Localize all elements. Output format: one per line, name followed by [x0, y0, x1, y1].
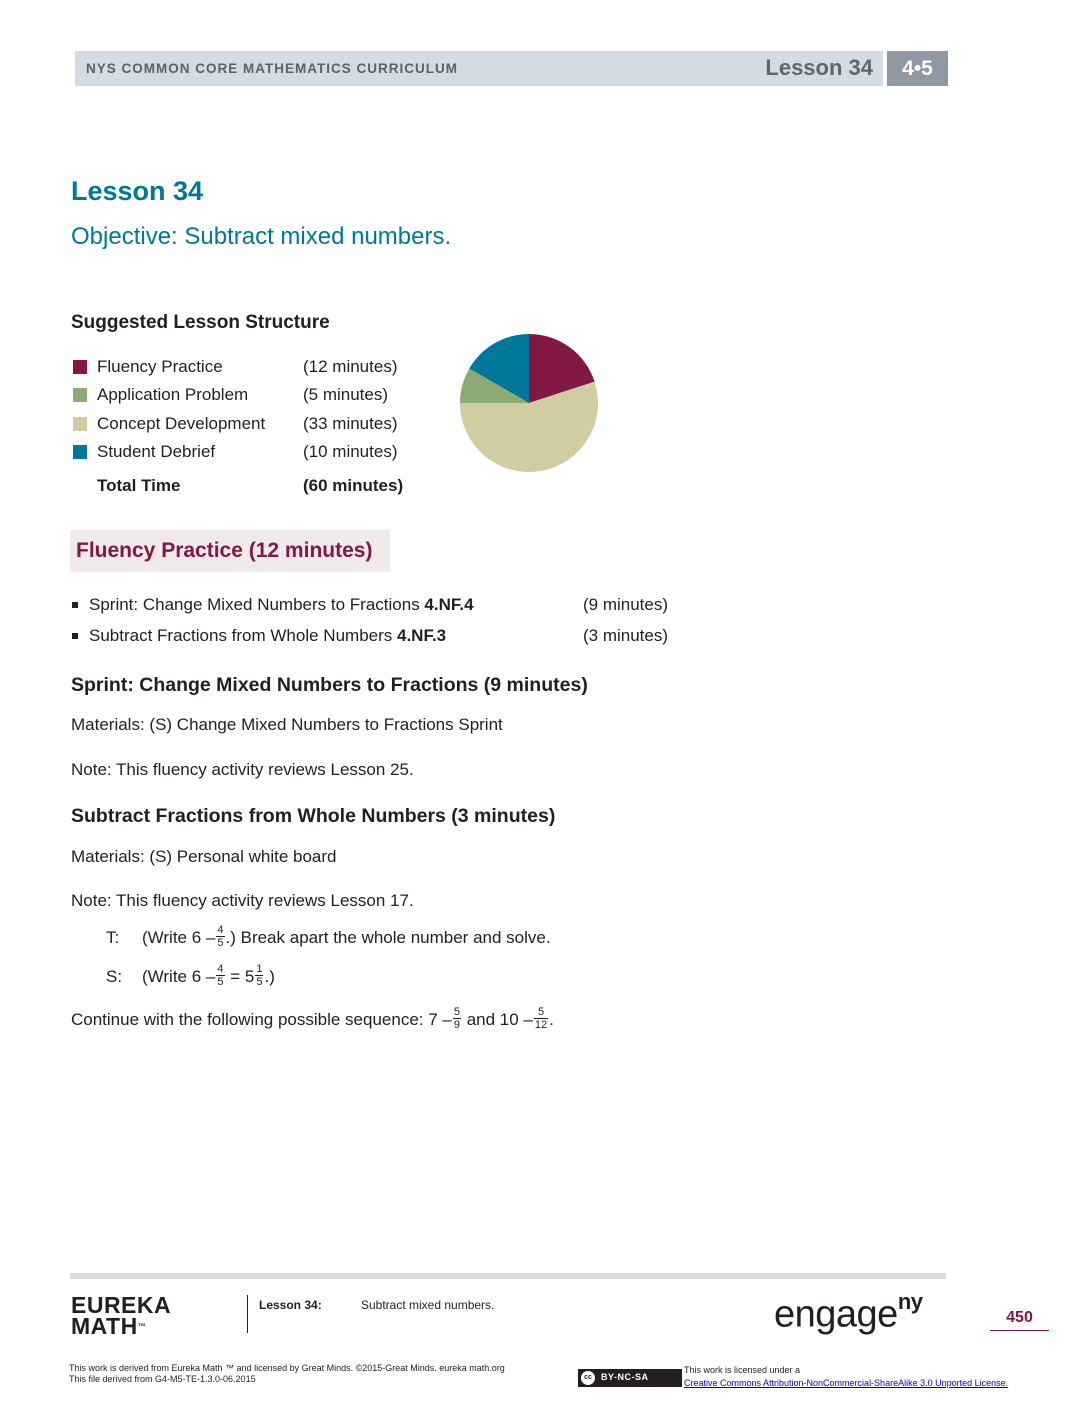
subtract-note: Note: This fluency activity reviews Lesson 17.	[71, 891, 414, 910]
cc-circle-icon: cc	[581, 1371, 595, 1385]
total-label: Total Time	[97, 476, 181, 495]
fraction	[216, 924, 224, 949]
structure-item-minutes: (12 minutes)	[303, 357, 398, 376]
subtract-materials: Materials: (S) Personal white board	[71, 847, 337, 866]
structure-item-label: Student Debrief	[97, 442, 216, 461]
denominator: 5	[217, 976, 224, 988]
denominator: 12	[534, 1019, 548, 1031]
structure-item-minutes: (33 minutes)	[303, 414, 398, 433]
legend-swatch	[73, 360, 87, 374]
continue-text: and 10 –	[461, 1009, 533, 1029]
license-notice: This work is licensed under a	[684, 1365, 801, 1375]
fluency-bullet-standard: 4.NF.3	[396, 626, 447, 645]
sprint-materials: Materials: (S) Change Mixed Numbers to Fractions Sprint	[71, 715, 503, 734]
eureka-math-logo	[71, 1292, 172, 1339]
student-text: (Write 6 –	[142, 966, 216, 986]
lesson-structure-pie-chart	[459, 333, 599, 473]
structure-item-minutes: (10 minutes)	[303, 442, 398, 461]
continue-text: .	[549, 1009, 554, 1029]
speaker-label: S:	[106, 966, 123, 986]
total-minutes: (60 minutes)	[303, 476, 404, 495]
fluency-bullet-text: Sprint: Change Mixed Numbers to Fractions	[89, 595, 425, 614]
fluency-bullet-text: Subtract Fractions from Whole Numbers	[89, 626, 397, 645]
logo-line-eureka: EUREKA	[71, 1292, 172, 1318]
engageny-logo	[774, 1289, 923, 1337]
page-number: 450	[1006, 1309, 1033, 1326]
structure-item-label: Application Problem	[97, 385, 249, 404]
legend-swatch	[73, 388, 87, 402]
bullet-icon	[72, 633, 78, 639]
numerator: 5	[453, 1006, 460, 1018]
license-link[interactable]: Creative Commons Attribution-NonCommercial-ShareAlike 3.0 Unported License.	[684, 1378, 1009, 1388]
fluency-heading: Fluency Practice (12 minutes)	[76, 539, 373, 562]
logo-line-math	[71, 1313, 171, 1339]
continue-text: Continue with the following possible sequence: 7 –	[71, 1009, 452, 1029]
fluency-bullet-minutes: (9 minutes)	[583, 595, 669, 614]
module-badge: 4•5	[887, 51, 948, 86]
footer-rule	[70, 1273, 946, 1279]
structure-heading: Suggested Lesson Structure	[71, 312, 330, 333]
continue-sequence	[71, 1008, 554, 1033]
engage-text: engage	[774, 1293, 898, 1336]
page-number-rule	[990, 1330, 1049, 1331]
fraction	[453, 1006, 461, 1031]
denominator: 5	[256, 976, 263, 988]
curriculum-header-bar	[75, 51, 883, 86]
structure-item-label: Concept Development	[97, 414, 266, 433]
student-line	[106, 965, 275, 990]
numerator: 5	[534, 1006, 548, 1019]
teacher-line	[106, 926, 551, 951]
cc-badge-text: BY-NC-SA	[601, 1372, 649, 1382]
legend-swatch	[73, 445, 87, 459]
fraction	[255, 963, 263, 988]
student-text: = 5	[225, 966, 255, 986]
logo-math-text: MATH	[71, 1313, 138, 1339]
numerator: 4	[217, 924, 224, 936]
engage-ny-text: ny	[897, 1289, 923, 1314]
denominator: 9	[453, 1019, 460, 1031]
fluency-heading-box	[70, 530, 390, 572]
sprint-note: Note: This fluency activity reviews Lesson 25.	[71, 760, 414, 779]
derived-file: This file derived from G4-M5-TE-1.3.0-06.2015	[69, 1374, 256, 1384]
sprint-heading: Sprint: Change Mixed Numbers to Fractions (9 minutes)	[71, 674, 588, 696]
denominator: 5	[217, 937, 224, 949]
numerator: 4	[217, 963, 224, 975]
fluency-bullet-standard: 4.NF.4	[424, 595, 474, 614]
header-lesson-label: Lesson 34	[765, 55, 873, 80]
curriculum-name: NYS COMMON CORE MATHEMATICS CURRICULUM	[86, 61, 458, 76]
footer-divider	[247, 1295, 248, 1333]
student-text: .)	[264, 966, 275, 986]
teacher-text: .) Break apart the whole number and solve.	[225, 927, 551, 947]
derived-notice: This work is derived from Eureka Math ™ and licensed by Great Minds. ©2015-Great Minds. eureka math.org	[69, 1363, 505, 1373]
cc-license-badge-icon[interactable]	[578, 1369, 682, 1387]
structure-item-label: Fluency Practice	[97, 357, 223, 376]
fraction	[534, 1006, 548, 1031]
logo-tm: ™	[137, 1322, 147, 1331]
structure-item-minutes: (5 minutes)	[303, 385, 389, 404]
teacher-text: (Write 6 –	[142, 927, 216, 947]
numerator: 1	[256, 963, 263, 975]
lesson-title: Lesson 34	[71, 176, 204, 206]
footer-lesson: Lesson 34:	[259, 1298, 322, 1312]
legend-swatch	[73, 417, 87, 431]
bullet-icon	[72, 602, 78, 608]
lesson-objective: Objective: Subtract mixed numbers.	[71, 223, 452, 250]
fluency-bullet-minutes: (3 minutes)	[583, 626, 669, 645]
subtract-heading: Subtract Fractions from Whole Numbers (3 minutes)	[71, 805, 556, 827]
speaker-label: T:	[106, 927, 120, 947]
fraction	[216, 963, 224, 988]
footer-objective: Subtract mixed numbers.	[361, 1298, 495, 1312]
